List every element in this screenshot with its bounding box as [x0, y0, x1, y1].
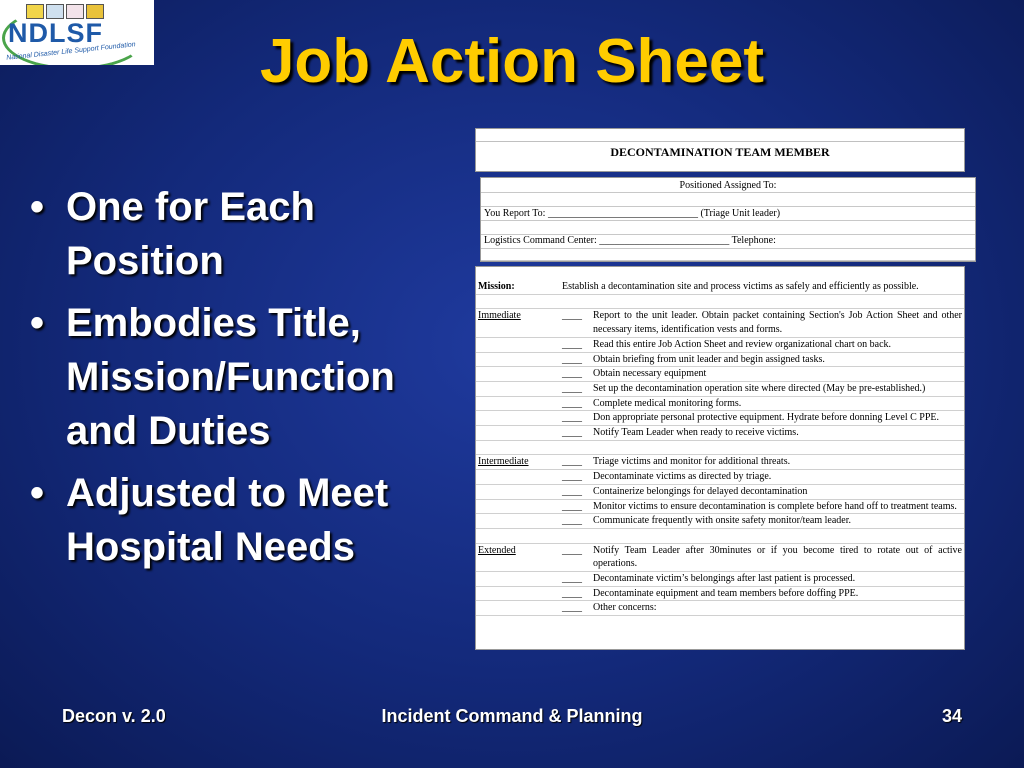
section-label-empty	[476, 572, 562, 586]
checkbox-blank: ____	[562, 353, 582, 365]
duty-text: Read this entire Job Action Sheet and review organizational chart on back.	[593, 338, 892, 350]
section-label-empty	[476, 397, 562, 411]
duties-table	[475, 266, 965, 650]
duty-row	[476, 309, 964, 337]
slide-title: Job Action Sheet	[259, 27, 765, 96]
section-label-empty	[476, 601, 562, 615]
duty-row	[476, 382, 964, 397]
checkbox-blank: ____	[562, 368, 582, 380]
mission-label: Mission:	[478, 281, 515, 292]
assignment-box	[480, 177, 976, 262]
bullet-item: • Adjusted to Meet Hospital Needs	[30, 471, 389, 569]
duty-text: Don appropriate personal protective equipment. Hydrate before donning Level C PPE.	[593, 412, 940, 424]
checkbox-blank: ____	[562, 427, 582, 439]
section-label-empty	[476, 338, 562, 352]
section-label: Extended	[478, 544, 516, 556]
checkbox-blank: ____	[562, 587, 582, 599]
duty-row	[476, 601, 964, 616]
duty-row	[476, 572, 964, 587]
checkbox-blank: ____	[562, 500, 582, 512]
checkbox-blank: ____	[562, 471, 582, 483]
section-label: Intermediate	[478, 456, 529, 468]
duty-text: Notify Team Leader when ready to receive victims.	[593, 427, 799, 439]
section-label-empty	[476, 426, 562, 440]
section-label-empty	[476, 382, 562, 396]
duty-text: Triage victims and monitor for additional threats.	[593, 456, 791, 468]
duty-text: Complete medical monitoring forms.	[593, 397, 742, 409]
report-to: You Report To: ______________________________ (Triage Unit leader)	[484, 208, 781, 219]
duty-text: Decontaminate victims as directed by triage.	[593, 471, 772, 483]
duty-row	[476, 500, 964, 515]
footer-page-number: 34	[941, 706, 962, 726]
duty-text: Communicate frequently with onsite safety monitor/team leader.	[593, 515, 851, 527]
duty-text: Set up the decontamination operation site where directed (May be pre-established.)	[593, 382, 926, 394]
duty-text: Obtain briefing from unit leader and begin assigned tasks.	[593, 353, 825, 365]
duty-row	[476, 455, 964, 470]
section-label-empty	[476, 411, 562, 425]
job-action-sheet-header	[475, 128, 965, 172]
checkbox-blank: ____	[562, 573, 582, 585]
position-title: DECONTAMINATION TEAM MEMBER	[610, 145, 830, 159]
duty-text: Containerize belongings for delayed decontamination	[593, 485, 808, 497]
duty-text: Obtain necessary equipment	[593, 368, 707, 380]
duty-row	[476, 587, 964, 602]
checkbox-blank: ____	[562, 310, 582, 322]
bullet-item: • One for Each Position	[30, 185, 315, 283]
duty-row	[476, 338, 964, 353]
duty-row	[476, 367, 964, 382]
duty-text: Monitor victims to ensure decontamination is complete before hand off to treatment teams.	[593, 500, 957, 512]
section-label: Immediate	[478, 310, 521, 322]
duty-text: Decontaminate equipment and team members before doffing PPE.	[593, 587, 859, 599]
logistics-command: Logistics Command Center: __________________________ Telephone:	[484, 235, 776, 246]
duties-rows	[476, 280, 964, 616]
checkbox-blank: ____	[562, 412, 582, 424]
mission-row	[476, 280, 964, 295]
spacer-row	[476, 529, 964, 544]
section-label-empty	[476, 367, 562, 381]
section-label-empty	[476, 485, 562, 499]
section-label-empty	[476, 514, 562, 528]
duty-text: Other concerns:	[593, 602, 657, 614]
checkbox-blank: ____	[562, 485, 582, 497]
positioned-assigned: Positioned Assigned To:	[679, 180, 777, 191]
checkbox-blank: ____	[562, 515, 582, 527]
section-label-empty	[476, 587, 562, 601]
duty-row	[476, 485, 964, 500]
duty-text: Decontaminate victim’s belongings after last patient is processed.	[593, 573, 856, 585]
checkbox-blank: ____	[562, 602, 582, 614]
duty-row	[476, 514, 964, 529]
logo-text: NDLSF	[8, 18, 103, 48]
section-label-empty	[476, 470, 562, 484]
duty-row	[476, 426, 964, 441]
duty-row	[476, 544, 964, 572]
checkbox-blank: ____	[562, 397, 582, 409]
duty-row	[476, 411, 964, 426]
bullet-list	[28, 180, 458, 582]
duty-row	[476, 397, 964, 412]
bullet-item: • Embodies Title, Mission/Function and Duties	[30, 301, 395, 453]
duty-text: Report to the unit leader. Obtain packet containing Section's Job Action Sheet and other necessary items, identification vests and forms.	[593, 310, 962, 336]
logo-subtitle: National Disaster Life Support Foundation	[5, 41, 136, 62]
footer-course: Incident Command & Planning	[381, 706, 643, 726]
checkbox-blank: ____	[562, 544, 582, 556]
checkbox-blank: ____	[562, 456, 582, 468]
checkbox-blank: ____	[562, 338, 582, 350]
footer-version: Decon v. 2.0	[62, 706, 166, 726]
spacer-row	[476, 295, 964, 310]
mission-text: Establish a decontamination site and process victims as safely and efficiently as possible.	[562, 281, 919, 292]
spacer-row	[476, 441, 964, 456]
section-label-empty	[476, 353, 562, 367]
duty-row	[476, 470, 964, 485]
duty-text: Notify Team Leader after 30minutes or if you become tired to rotate out of active operations.	[593, 544, 962, 570]
checkbox-blank: ____	[562, 382, 582, 394]
duty-row	[476, 353, 964, 368]
section-label-empty	[476, 500, 562, 514]
